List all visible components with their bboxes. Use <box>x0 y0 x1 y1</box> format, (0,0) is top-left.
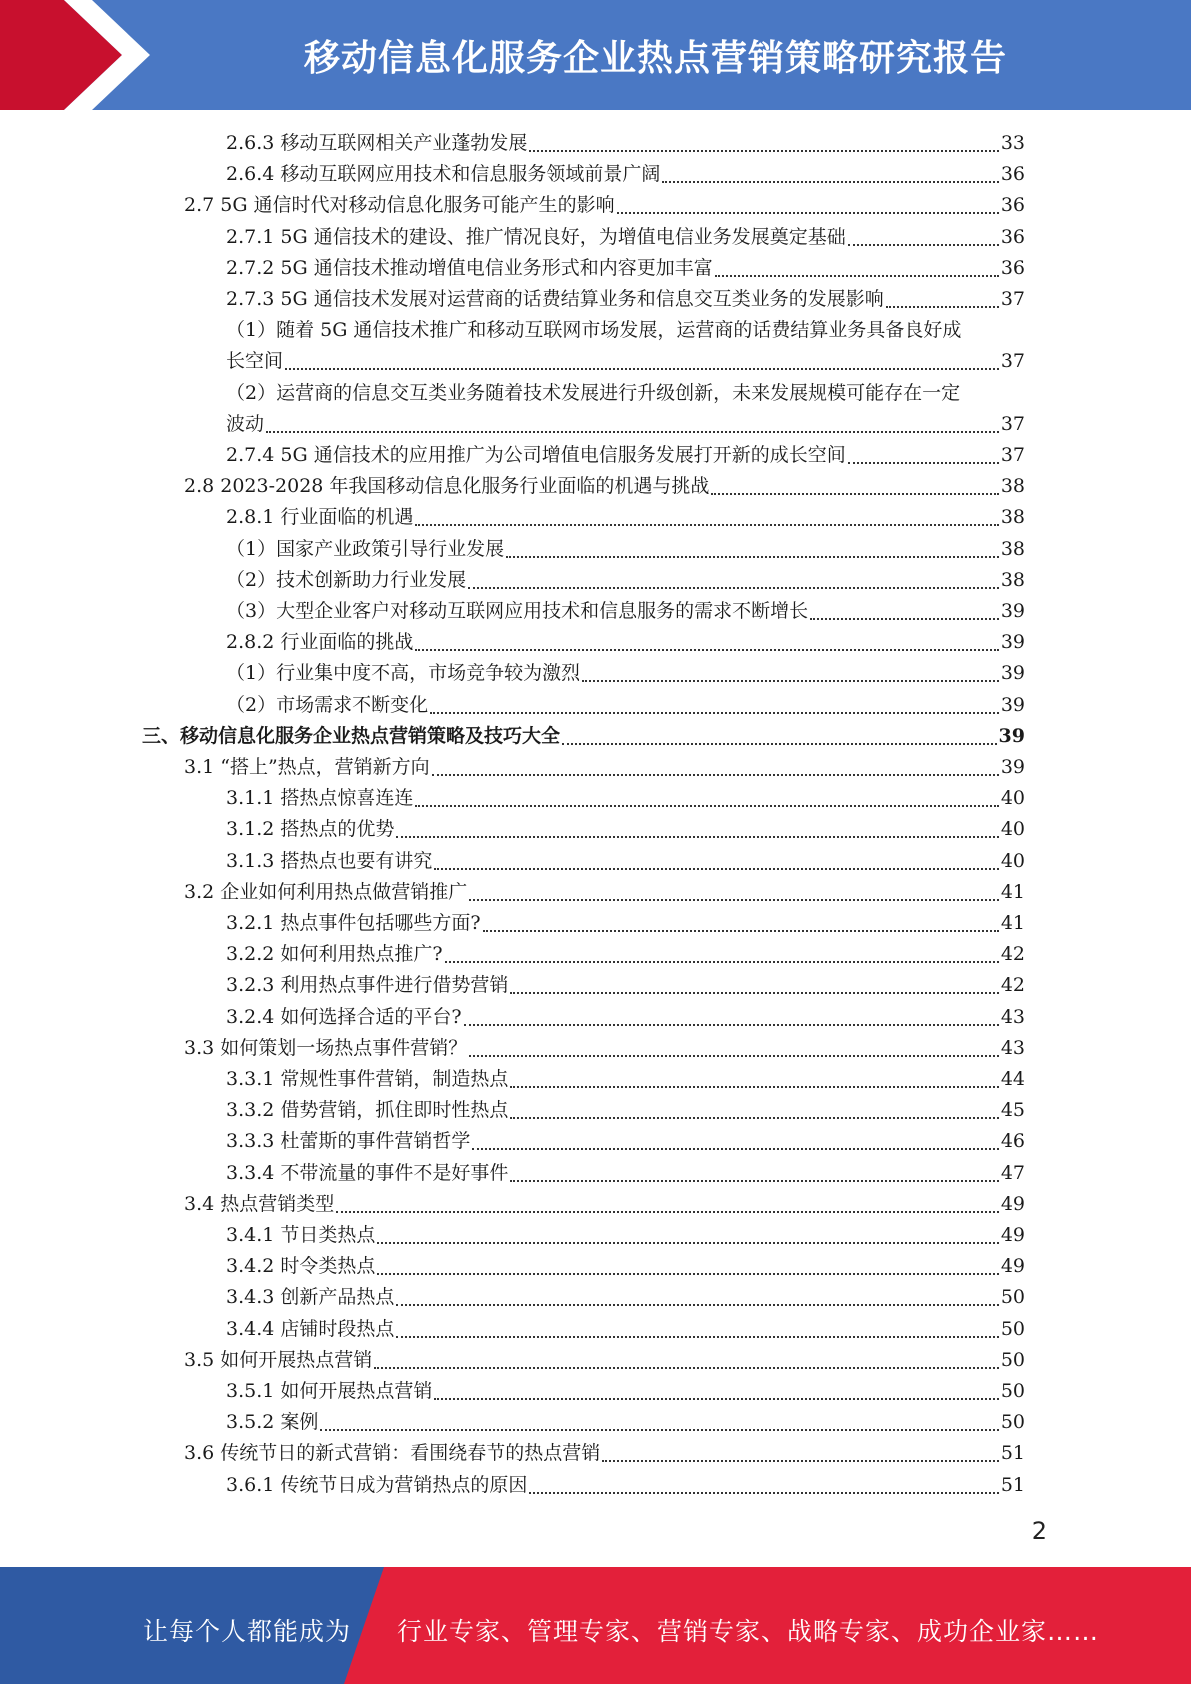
toc-entry[interactable] <box>226 908 1025 939</box>
footer-slogan-left: 让每个人都能成为 <box>143 1617 352 1646</box>
toc-entry[interactable] <box>226 534 1025 565</box>
toc-page-number: 43 <box>1000 1036 1025 1059</box>
toc-entry-title: 3.4.3 创新产品热点 <box>226 1286 395 1309</box>
toc-page-number: 40 <box>1000 818 1025 841</box>
toc-entry-title-continued: 波动 <box>226 412 265 435</box>
toc-page-number: 50 <box>1000 1348 1025 1371</box>
toc-page-number: 39 <box>1000 631 1025 654</box>
toc-page-number: 36 <box>1000 163 1025 186</box>
toc-entry[interactable] <box>184 1345 1025 1376</box>
toc-page-number: 37 <box>1000 412 1025 435</box>
toc-page-number: 41 <box>1000 880 1025 903</box>
toc-dot-leader <box>377 1273 998 1275</box>
toc-page-number: 49 <box>1000 1255 1025 1278</box>
toc-dot-leader <box>529 1492 998 1494</box>
toc-page-number: 51 <box>1000 1442 1025 1465</box>
toc-dot-leader <box>510 1086 998 1088</box>
toc-dot-leader <box>715 275 999 277</box>
toc-entry[interactable] <box>226 440 1025 471</box>
toc-entry[interactable] <box>226 846 1025 877</box>
footer-slogan-right: 行业专家、管理专家、营销专家、战略专家、成功企业家…… <box>397 1617 1100 1646</box>
toc-page-number: 46 <box>1000 1130 1025 1153</box>
toc-dot-leader <box>415 524 998 526</box>
toc-entry-title: 3.2 企业如何利用热点做营销推广 <box>184 880 468 903</box>
toc-dot-leader <box>415 649 998 651</box>
toc-entry[interactable] <box>226 1126 1025 1157</box>
toc-entry-title: 3.4.1 节日类热点 <box>226 1224 376 1246</box>
toc-entry[interactable] <box>226 596 1025 627</box>
toc-entry-title: 3.1.2 搭热点的优势 <box>226 818 395 841</box>
toc-dot-leader <box>510 992 998 994</box>
toc-entry[interactable] <box>226 565 1025 596</box>
toc-entry[interactable] <box>226 315 1025 377</box>
toc-entry-title: 2.7 5G 通信时代对移动信息化服务可能产生的影响 <box>184 194 615 217</box>
toc-page-number: 37 <box>1000 288 1025 310</box>
toc-entry[interactable] <box>226 253 1025 284</box>
toc-dot-leader <box>374 1367 999 1369</box>
toc-entry-title: 2.7.2 5G 通信技术推动增值电信业务形式和内容更加丰富 <box>226 256 713 279</box>
toc-entry-title: 3.3.3 杜蕾斯的事件营销哲学 <box>226 1130 471 1153</box>
toc-page-number: 38 <box>1000 537 1025 560</box>
toc-page-number: 50 <box>1000 1317 1025 1340</box>
toc-page-number: 39 <box>998 724 1025 747</box>
toc-page-number: 36 <box>1000 225 1025 248</box>
toc-dot-leader <box>445 961 999 963</box>
toc-page-number: 45 <box>1000 1099 1025 1122</box>
toc-entry[interactable] <box>226 970 1025 1001</box>
toc-dot-leader <box>432 774 999 776</box>
toc-dot-leader <box>582 680 999 682</box>
toc-dot-leader <box>434 1398 998 1400</box>
toc-entry-title: 3.2.2 如何利用热点推广? <box>226 943 443 966</box>
toc-entry-title: （3）大型企业客户对移动互联网应用技术和信息服务的需求不断增长 <box>226 600 809 622</box>
toc-page-number: 37 <box>1000 350 1025 373</box>
toc-entry-title: 2.8 2023-2028 年我国移动信息化服务行业面临的机遇与挑战 <box>184 475 710 498</box>
toc-dot-leader <box>377 1242 998 1244</box>
toc-page-number: 37 <box>1000 444 1025 466</box>
toc-entry[interactable] <box>226 222 1025 253</box>
toc-entry[interactable] <box>226 1220 1025 1251</box>
toc-page-number: 33 <box>1000 132 1025 154</box>
toc-dot-leader <box>285 368 999 370</box>
toc-entry[interactable] <box>226 783 1025 814</box>
toc-entry-title: 3.1.1 搭热点惊喜连连 <box>226 787 414 810</box>
toc-entry[interactable] <box>184 752 1025 783</box>
toc-entry[interactable] <box>226 690 1025 721</box>
toc-entry[interactable] <box>226 1314 1025 1345</box>
toc-dot-leader <box>848 462 999 464</box>
toc-entry-title: （2）运营商的信息交互类业务随着技术发展进行升级创新，未来发展规模可能存在一定 <box>226 381 961 404</box>
toc-entry[interactable] <box>226 159 1025 190</box>
toc-page-number: 51 <box>1000 1473 1025 1496</box>
toc-entry-title: 3.5.1 如何开展热点营销 <box>226 1380 433 1402</box>
toc-entry[interactable] <box>184 190 1025 221</box>
toc-page-number: 38 <box>1000 475 1025 498</box>
toc-entry[interactable] <box>226 128 1025 159</box>
toc-entry[interactable] <box>226 502 1025 533</box>
toc-entry-title: 2.8.2 行业面临的挑战 <box>226 631 414 654</box>
toc-page-number: 39 <box>1000 693 1025 716</box>
toc-entry-title: 3.4.4 店铺时段热点 <box>226 1317 395 1340</box>
toc-dot-leader <box>336 1211 999 1213</box>
toc-dot-leader <box>617 212 999 214</box>
toc-dot-leader <box>464 1024 999 1026</box>
toc-page-number: 42 <box>1000 943 1025 966</box>
toc-entry-title: 2.6.4 移动互联网应用技术和信息服务领域前景广阔 <box>226 163 661 186</box>
toc-dot-leader <box>396 1304 998 1306</box>
toc-entry-title: 2.6.3 移动互联网相关产业蓬勃发展 <box>226 132 528 154</box>
toc-dot-leader <box>510 1117 998 1119</box>
toc-dot-leader <box>886 306 999 308</box>
toc-dot-leader <box>430 712 999 714</box>
toc-dot-leader <box>711 493 998 495</box>
toc-entry[interactable] <box>184 1189 1025 1220</box>
toc-page-number: 50 <box>1000 1411 1025 1434</box>
toc-entry-title: 3.2.1 热点事件包括哪些方面? <box>226 912 481 934</box>
document-title: 移动信息化服务企业热点营销策略研究报告 <box>303 38 1007 79</box>
toc-dot-leader <box>469 1055 999 1057</box>
toc-dot-leader <box>810 618 999 620</box>
toc-page-number: 36 <box>1000 256 1025 279</box>
toc-entry[interactable] <box>142 721 1025 752</box>
toc-entry[interactable] <box>226 1251 1025 1282</box>
toc-entry-title: 3.3.1 常规性事件营销，制造热点 <box>226 1068 509 1090</box>
toc-entry[interactable] <box>226 284 1025 315</box>
toc-page-number: 36 <box>1000 194 1025 217</box>
toc-entry-title: 3.1 “搭上”热点，营销新方向 <box>184 756 430 778</box>
toc-dot-leader <box>510 1180 998 1182</box>
toc-page-number: 50 <box>1000 1286 1025 1309</box>
page-number: 2 <box>1031 1517 1047 1545</box>
page-footer <box>0 1567 1191 1684</box>
toc-entry[interactable] <box>226 1282 1025 1313</box>
toc-entry-title: 3.3.2 借势营销，抓住即时性热点 <box>226 1099 509 1122</box>
toc-entry-title-continued: 长空间 <box>226 350 284 373</box>
toc-entry-title: 2.7.1 5G 通信技术的建设、推广情况良好，为增值电信业务发展奠定基础 <box>226 225 846 248</box>
toc-dot-leader <box>266 431 999 433</box>
toc-entry[interactable] <box>226 1376 1025 1407</box>
toc-entry-title: 3.6.1 传统节日成为营销热点的原因 <box>226 1473 528 1496</box>
toc-entry-title: （1）国家产业政策引导行业发展 <box>226 537 505 560</box>
toc-dot-leader <box>396 836 998 838</box>
toc-dot-leader <box>848 244 999 246</box>
page-header <box>0 0 1191 110</box>
toc-entry[interactable] <box>226 627 1025 658</box>
toc-page-number: 40 <box>1000 787 1025 810</box>
toc-dot-leader <box>415 805 998 807</box>
toc-dot-leader <box>562 743 997 745</box>
toc-page-number: 43 <box>1000 1005 1025 1028</box>
toc-page-number: 42 <box>1000 974 1025 997</box>
toc-entry[interactable] <box>226 378 1025 440</box>
toc-page-number: 50 <box>1000 1380 1025 1402</box>
toc-entry-title: 3.4 热点营销类型 <box>184 1192 335 1215</box>
toc-page-number: 39 <box>1000 756 1025 778</box>
toc-entry-title: 3.2.3 利用热点事件进行借势营销 <box>226 974 509 997</box>
toc-entry[interactable] <box>226 1002 1025 1033</box>
toc-dot-leader <box>468 587 999 589</box>
toc-entry-title: （1）随着 5G 通信技术推广和移动互联网市场发展，运营商的话费结算业务具备良好成 <box>226 319 962 342</box>
toc-entry[interactable] <box>184 1438 1025 1469</box>
toc-dot-leader <box>602 1460 999 1462</box>
toc-dot-leader <box>506 556 999 558</box>
toc-page-number: 41 <box>1000 912 1025 934</box>
toc-entry-title: 3.2.4 如何选择合适的平台? <box>226 1005 462 1028</box>
toc-dot-leader <box>483 930 999 932</box>
toc-page-number: 44 <box>1000 1068 1025 1090</box>
toc-entry-title: 3.4.2 时令类热点 <box>226 1255 376 1278</box>
toc-entry-title: 3.6 传统节日的新式营销：看围绕春节的热点营销 <box>184 1442 601 1465</box>
toc-entry-title: 3.3.4 不带流量的事件不是好事件 <box>226 1161 509 1184</box>
toc-dot-leader <box>434 868 998 870</box>
toc-entry[interactable] <box>226 1470 1025 1501</box>
toc-entry[interactable] <box>184 471 1025 502</box>
toc-entry-title: 2.8.1 行业面临的机遇 <box>226 506 414 529</box>
toc-entry-title: （2）技术创新助力行业发展 <box>226 568 467 591</box>
toc-page-number: 39 <box>1000 662 1025 685</box>
toc-dot-leader <box>320 1429 998 1431</box>
toc-page-number: 40 <box>1000 849 1025 872</box>
toc-entry[interactable] <box>226 658 1025 689</box>
toc-entry[interactable] <box>226 1064 1025 1095</box>
toc-dot-leader <box>469 899 999 901</box>
toc-entry[interactable] <box>226 1095 1025 1126</box>
toc-entry-title: 2.7.3 5G 通信技术发展对运营商的话费结算业务和信息交互类业务的发展影响 <box>226 288 884 310</box>
toc-dot-leader <box>662 181 998 183</box>
toc-page-number: 49 <box>1000 1192 1025 1215</box>
toc-dot-leader <box>529 150 998 152</box>
toc-entry-title: 2.7.4 5G 通信技术的应用推广为公司增值电信服务发展打开新的成长空间 <box>226 444 846 466</box>
toc-page-number: 39 <box>1000 600 1025 622</box>
toc-dot-leader <box>472 1148 998 1150</box>
toc-page-number: 38 <box>1000 568 1025 591</box>
toc-entry-title: （1）行业集中度不高，市场竞争较为激烈 <box>226 662 581 685</box>
toc-entry[interactable] <box>184 1033 1025 1064</box>
toc-entry-title: 三、移动信息化服务企业热点营销策略及技巧大全 <box>142 724 561 747</box>
toc-entry-title: （2）市场需求不断变化 <box>226 693 429 716</box>
toc-entry[interactable] <box>226 814 1025 845</box>
toc-entry[interactable] <box>226 1158 1025 1189</box>
toc-entry-title: 3.3 如何策划一场热点事件营销？ <box>184 1036 468 1059</box>
toc-entry-title: 3.5 如何开展热点营销 <box>184 1348 373 1371</box>
toc-page-number: 49 <box>1000 1224 1025 1246</box>
toc-page-number: 47 <box>1000 1161 1025 1184</box>
toc-entry-title: 3.5.2 案例 <box>226 1411 319 1434</box>
toc-dot-leader <box>396 1336 998 1338</box>
toc-entry[interactable] <box>226 1407 1025 1438</box>
toc-page-number: 38 <box>1000 506 1025 529</box>
toc-entry[interactable] <box>226 939 1025 970</box>
toc-entry[interactable] <box>184 877 1025 908</box>
toc-entry-title: 3.1.3 搭热点也要有讲究 <box>226 849 433 872</box>
